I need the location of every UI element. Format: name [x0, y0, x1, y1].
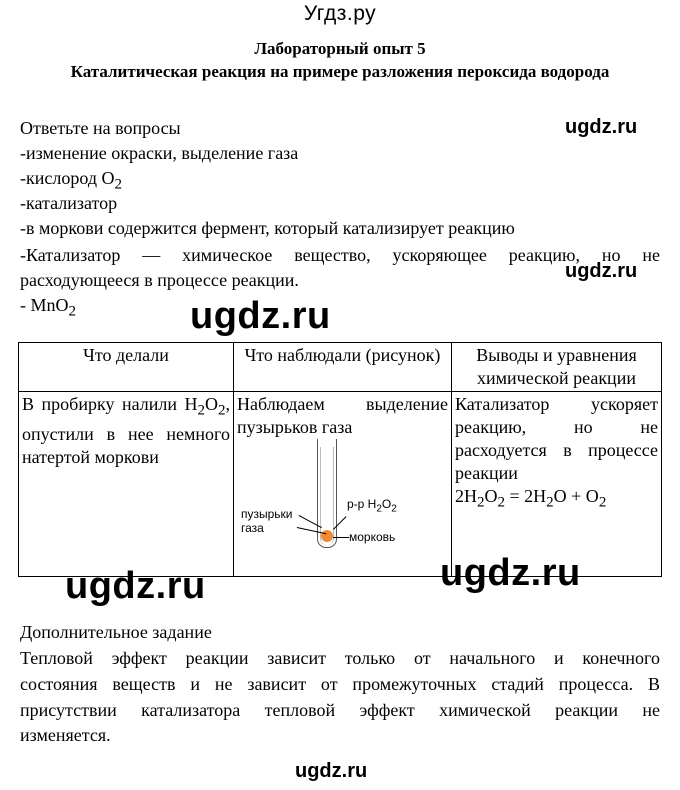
test-tube-diagram: [237, 439, 442, 564]
cell-what-done: В пробирку налили $H_2O_2$, опустили в нее немного натертой моркови: [19, 392, 234, 577]
watermark: ugdz.ru: [190, 295, 331, 337]
header-conclusions: Выводы и уравнения химической реакции: [452, 343, 662, 392]
answer-6: - MnO$_2$: [20, 295, 76, 320]
answer-5-line-2: расходующееся в процессе реакции.: [20, 270, 299, 290]
extra-line-1: Тепловой эффект реакции зависит только от начального и конечного: [20, 648, 660, 668]
extra-line-3: присутствии катализатора тепловой эффект химической реакции не: [20, 700, 660, 720]
extra-heading: Дополнительное задание: [20, 622, 212, 642]
table-row: [19, 392, 662, 577]
cell-observed: [234, 392, 452, 577]
answer-3: -катализатор: [20, 193, 118, 213]
leader-line: [333, 537, 349, 538]
header-what-done: Что делали: [19, 343, 234, 392]
cell-conclusions: [452, 392, 662, 577]
answer-4: -в моркови содержится фермент, который катализирует реакцию: [20, 218, 515, 238]
extra-line-4: изменяется.: [20, 725, 111, 745]
answer-2: -кислород $O_2$: [20, 168, 122, 193]
watermark: ugdz.ru: [295, 760, 368, 782]
watermark: ugdz.ru: [565, 260, 638, 282]
header-what-observed: Что наблюдали (рисунок): [234, 343, 452, 392]
label-carrot: морковь: [349, 530, 396, 544]
label-bubbles: пузырьки газа: [241, 507, 293, 535]
table-header-row: [19, 343, 662, 392]
extra-line-2: состояния веществ и не зависит от промежуточных стадий процесса. В: [20, 674, 660, 694]
conclusion-text: Катализатор ускоряет реакцию, но не расходуется в процессе реакции: [455, 394, 658, 483]
lab-title: Лабораторный опыт 5: [254, 39, 426, 58]
answers-heading: Ответьте на вопросы: [20, 118, 181, 138]
watermark: ugdz.ru: [440, 552, 581, 594]
watermark: ugdz.ru: [565, 116, 638, 138]
label-solution: р-р $H_2O_2$: [347, 497, 397, 515]
lab-table: [18, 342, 662, 577]
reaction-equation: $2H_2O_2 = 2H_2O + O_2$: [455, 486, 607, 511]
observed-text: Наблюдаем выделение пузырьков газа: [237, 394, 448, 437]
watermark: ugdz.ru: [65, 565, 206, 607]
answer-5-line-1: -Катализатор — химическое вещество, ускоряющее реакцию, но не: [20, 245, 660, 265]
lab-subtitle: Каталитическая реакция на примере разложения пероксида водорода: [70, 62, 610, 81]
answer-1: -изменение окраски, выделение газа: [20, 143, 299, 163]
site-title: Угдз.ру: [303, 2, 377, 25]
